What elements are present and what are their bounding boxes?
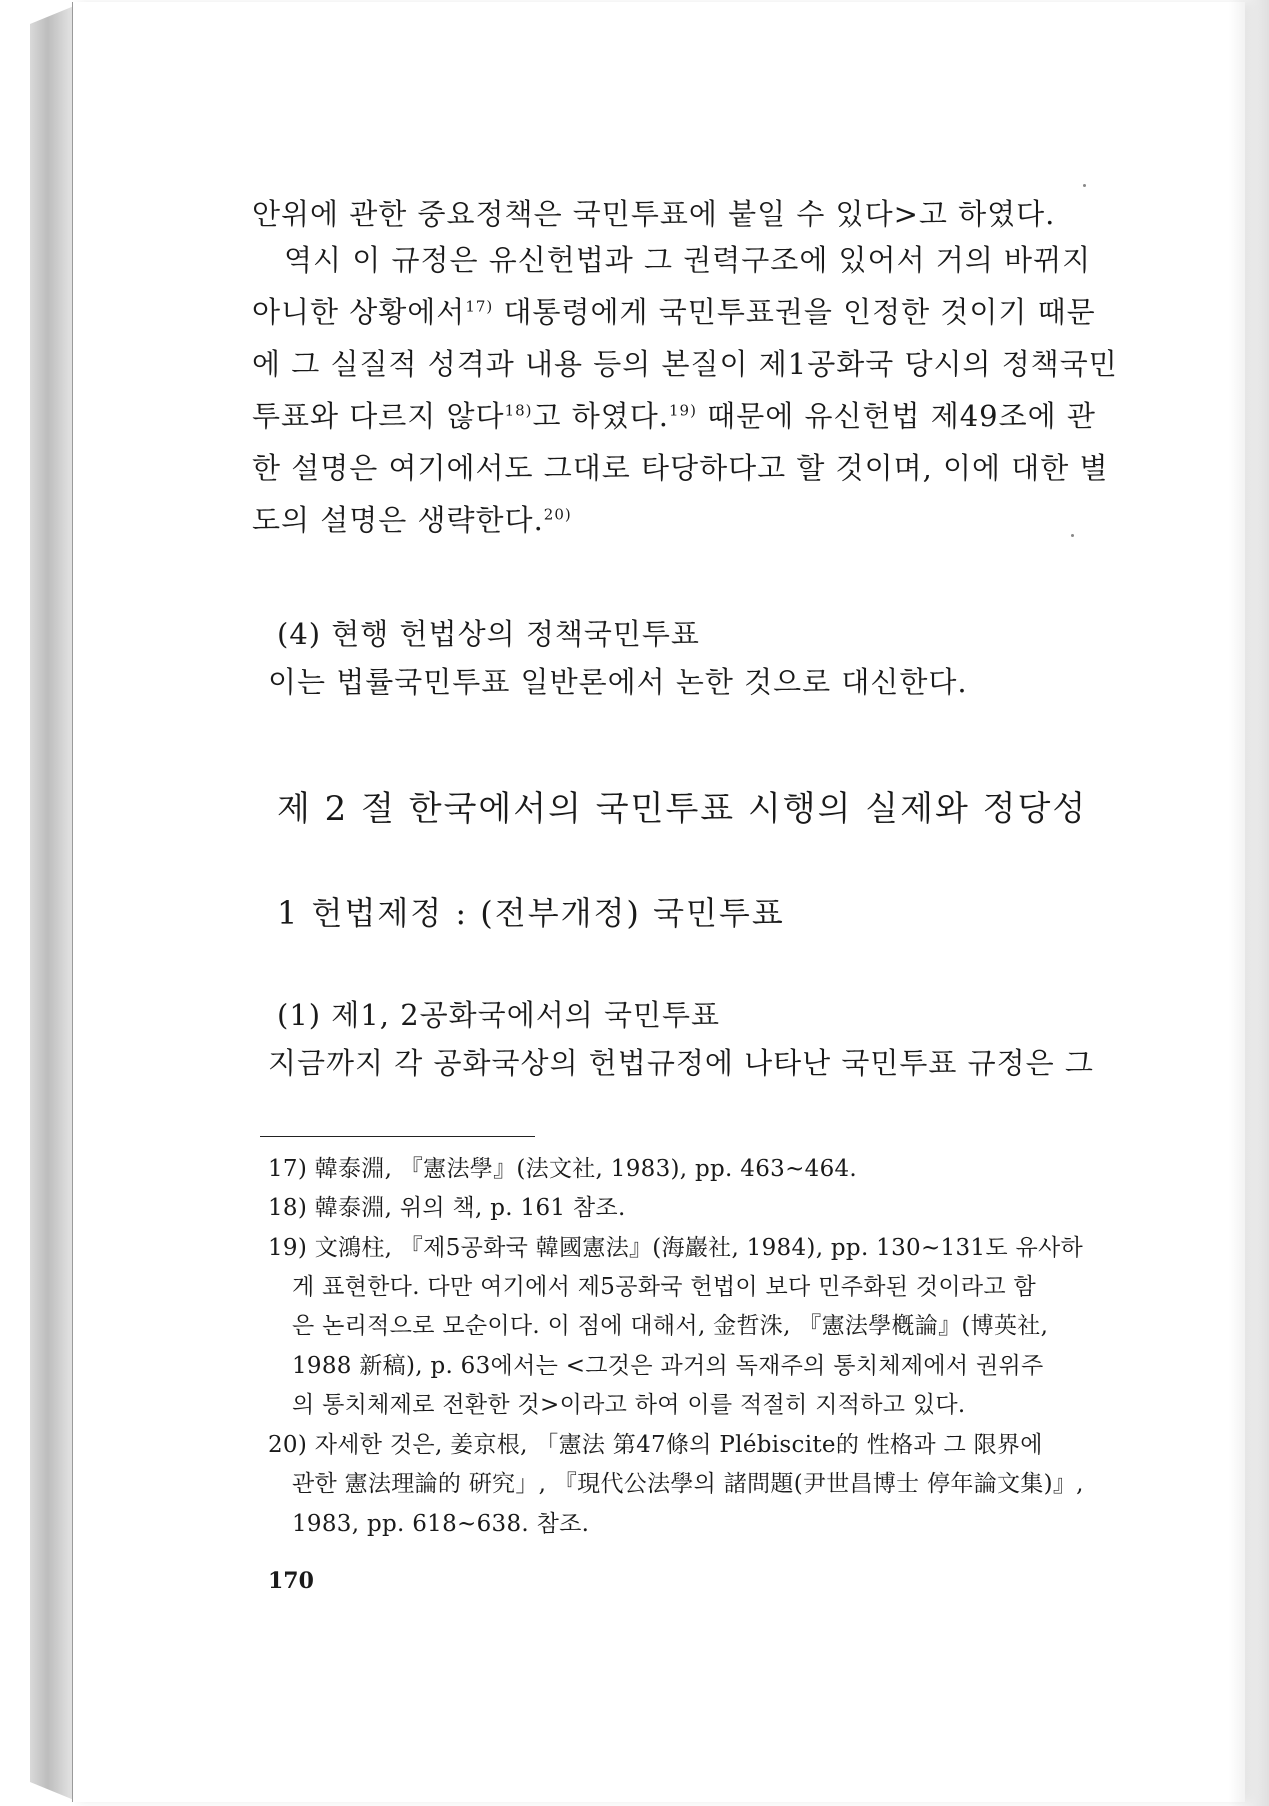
paragraph-2-line-2-text-b: 대통령에게 국민투표권을 인정한 것이기 때문 xyxy=(493,295,1096,329)
footnote-ref-19: 19) xyxy=(669,401,697,420)
subsection-1-heading: 1 헌법제정 : (전부개정) 국민투표 xyxy=(277,894,785,932)
page-right-shadow xyxy=(1229,0,1269,1806)
subsection-4-text: 이는 법률국민투표 일반론에서 논한 것으로 대신한다. xyxy=(268,665,968,699)
footnote-divider xyxy=(260,1136,535,1137)
scan-speck xyxy=(1083,184,1086,187)
paragraph-2-line-4-text-b: 고 하였다. xyxy=(532,399,670,433)
item-1-heading: (1) 제1, 2공화국에서의 국민투표 xyxy=(277,998,721,1032)
footnote-20-line-3: 1983, pp. 618~638. 참조. xyxy=(292,1511,590,1537)
paragraph-2-line-4 xyxy=(252,394,1096,435)
scan-speck xyxy=(1071,534,1074,537)
footnote-18: 18) 韓泰淵, 위의 책, p. 161 참조. xyxy=(268,1195,626,1221)
paragraph-2-line-1: 역시 이 규정은 유신헌법과 그 권력구조에 있어서 거의 바뀌지 xyxy=(284,243,1092,277)
footnote-20-line-1: 20) 자세한 것은, 姜京根, 「憲法 第47條의 Plébiscite的 性格과 그 限界에 xyxy=(268,1432,1043,1458)
page-number: 170 xyxy=(268,1568,314,1594)
footnote-19-line-3: 은 논리적으로 모순이다. 이 점에 대해서, 金哲洙, 『憲法學槪論』(博英社, xyxy=(292,1313,1049,1339)
paragraph-2-line-6 xyxy=(252,498,572,539)
paragraph-2-line-4-text-a: 투표와 다르지 않다 xyxy=(252,399,505,433)
section-heading: 제 2 절 한국에서의 국민투표 시행의 실제와 정당성 xyxy=(277,789,1088,829)
paragraph-2-line-5: 한 설명은 여기에서도 그대로 타당하다고 할 것이며, 이에 대한 별 xyxy=(252,451,1109,485)
subsection-4-heading: (4) 현행 헌법상의 정책국민투표 xyxy=(277,617,700,651)
paragraph-2-line-2 xyxy=(252,290,1096,331)
paragraph-2-line-2-text-a: 아니한 상황에서 xyxy=(252,295,466,329)
book-spine-edge xyxy=(30,6,74,1800)
paragraph-2-line-4-text-c: 때문에 유신헌법 제49조에 관 xyxy=(696,399,1096,433)
footnote-19-line-5: 의 통치체제로 전환한 것>이라고 하여 이를 적절히 지적하고 있다. xyxy=(292,1392,966,1418)
footnote-19-line-4: 1988 新稿), p. 63에서는 <그것은 과거의 독재주의 통치체제에서 권위주 xyxy=(292,1353,1044,1379)
footnote-20-line-2: 관한 憲法理論的 硏究」, 『現代公法學의 諸問題(尹世昌博士 停年論文集)』, xyxy=(292,1471,1084,1497)
item-1-text: 지금까지 각 공화국상의 헌법규정에 나타난 국민투표 규정은 그 xyxy=(268,1046,1094,1080)
paragraph-2-line-3: 에 그 실질적 성격과 내용 등의 본질이 제1공화국 당시의 정책국민 xyxy=(252,347,1118,381)
paragraph-2-line-6-text: 도의 설명은 생략한다. xyxy=(252,503,544,537)
footnote-ref-20: 20) xyxy=(543,505,572,524)
footnote-ref-18: 18) xyxy=(504,401,533,420)
paragraph-1-line-1: 안위에 관한 중요정책은 국민투표에 붙일 수 있다>고 하였다. xyxy=(252,197,1056,231)
footnote-ref-17: 17) xyxy=(465,297,494,316)
footnote-19-line-2: 게 표현한다. 다만 여기에서 제5공화국 헌법이 보다 민주화된 것이라고 함 xyxy=(292,1274,1037,1300)
footnote-17: 17) 韓泰淵, 『憲法學』(法文社, 1983), pp. 463~464. xyxy=(268,1156,858,1182)
footnote-19-line-1: 19) 文鴻柱, 『제5공화국 韓國憲法』(海巖社, 1984), pp. 130~131도 유사하 xyxy=(268,1235,1084,1261)
